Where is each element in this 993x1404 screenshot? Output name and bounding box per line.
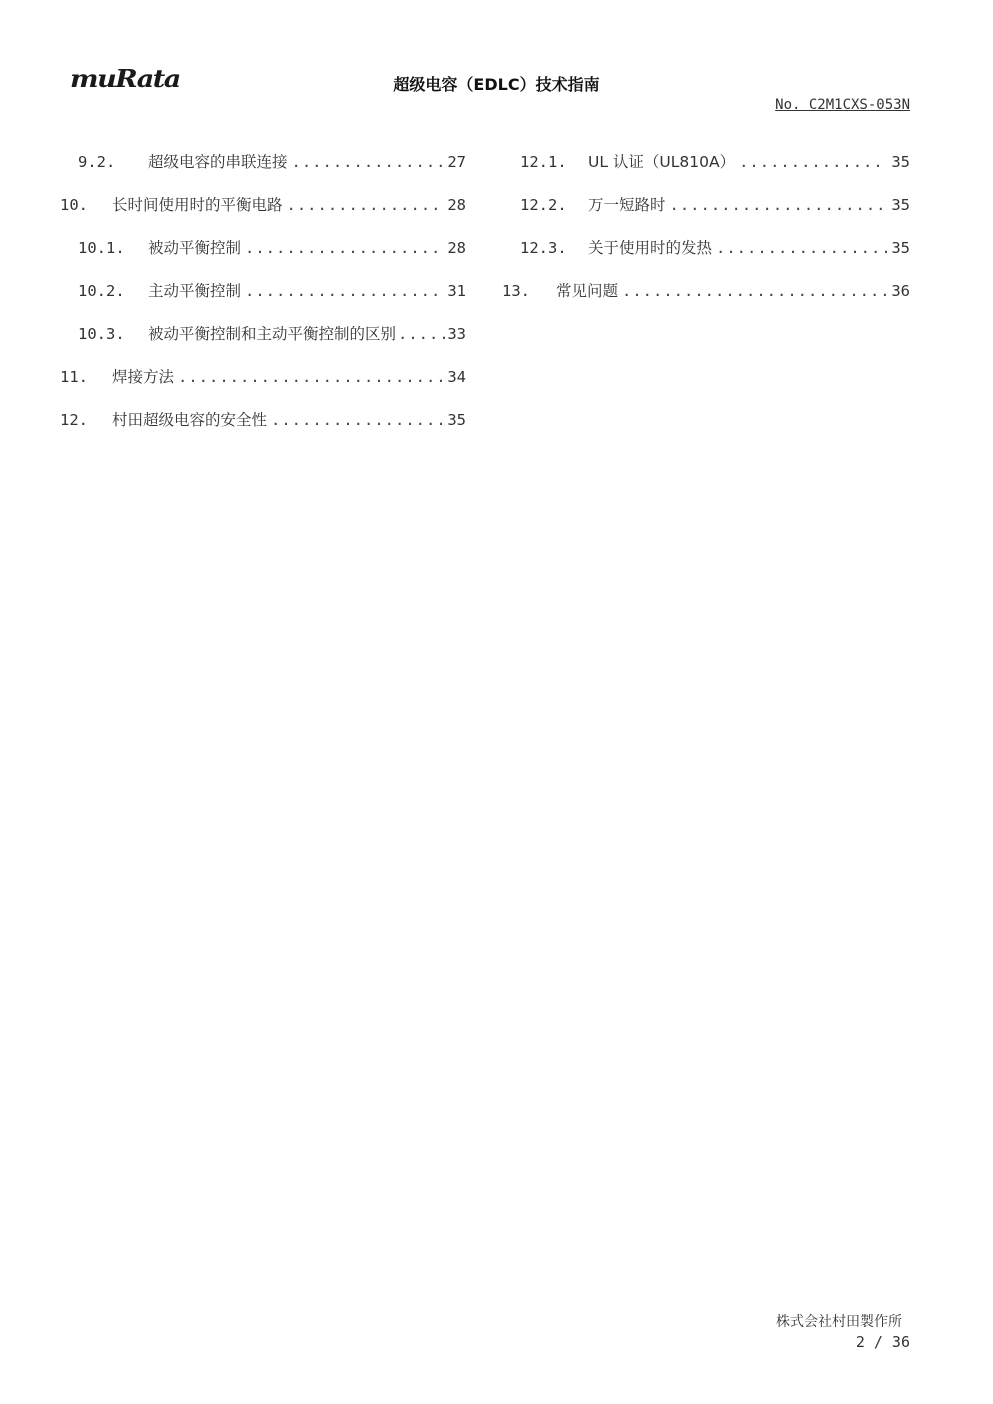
toc-entry[interactable] [60,365,466,408]
toc-entry[interactable] [502,150,910,193]
toc-entry-title: 村田超级电容的安全性 [112,411,268,429]
toc-entry-title: UL 认证（UL810A） [588,153,736,171]
toc-entry[interactable] [60,322,466,365]
toc-leader [716,239,887,257]
document-title: 超级电容（EDLC）技术指南 [393,75,600,94]
page-number: 2 / 36 [855,1333,910,1351]
toc-entry-page: 31 [447,282,466,300]
toc-entry-page: 28 [447,239,466,257]
toc-leader [287,196,444,214]
toc-entry-number: 9.2. [78,153,116,171]
toc-leader [670,196,888,214]
toc-entry[interactable] [60,193,466,236]
murata-logo: muRata [70,65,180,94]
toc-entry-number: 13. [502,282,530,300]
toc-entry-page: 35 [891,239,910,257]
toc-entry-number: 12.1. [520,153,567,171]
toc-leader [271,411,443,429]
toc-entry[interactable] [502,236,910,279]
toc-entry-page: 33 [447,325,466,343]
toc-leader [292,153,444,171]
toc-entry[interactable] [60,236,466,279]
toc-leader [245,239,443,257]
toc-entry-number: 11. [60,368,88,386]
toc-entry-title: 长时间使用时的平衡电路 [112,196,283,214]
toc-entry[interactable] [60,279,466,322]
toc-left-column [60,150,466,451]
toc-entry-number: 10. [60,196,88,214]
toc-leader [398,325,445,343]
toc-entry-title: 万一短路时 [588,196,666,214]
toc-entry-number: 12.2. [520,196,567,214]
toc-entry[interactable] [60,408,466,451]
toc-entry-number: 12. [60,411,88,429]
toc-entry-page: 28 [447,196,466,214]
toc-entry-number: 12.3. [520,239,567,257]
toc-entry-title: 被动平衡控制和主动平衡控制的区别 [148,325,397,343]
toc-right-column [502,150,910,322]
toc-entry-page: 27 [447,153,466,171]
toc-entry-page: 36 [891,282,910,300]
toc-entry-title: 常见问题 [556,282,619,300]
toc-entry-number: 10.2. [78,282,125,300]
toc-entry-page: 35 [447,411,466,429]
toc-entry-number: 10.3. [78,325,125,343]
toc-entry[interactable] [502,279,910,322]
toc-entry-page: 35 [891,153,910,171]
toc-leader [739,153,887,171]
footer-company-name: 株式会社村田製作所 [776,1314,902,1330]
document-number: No. C2M1CXS-053N [775,97,910,113]
toc-entry-title: 被动平衡控制 [148,239,242,257]
toc-leader [245,282,443,300]
toc-leader [178,368,443,386]
toc-entry-page: 35 [891,196,910,214]
toc-leader [622,282,887,300]
toc-entry[interactable] [60,150,466,193]
toc-entry[interactable] [502,193,910,236]
toc-entry-title: 主动平衡控制 [148,282,242,300]
toc-entry-title: 关于使用时的发热 [588,239,713,257]
toc-entry-title: 超级电容的串联连接 [148,153,288,171]
toc-entry-number: 10.1. [78,239,125,257]
toc-entry-title: 焊接方法 [112,368,175,386]
toc-entry-page: 34 [447,368,466,386]
